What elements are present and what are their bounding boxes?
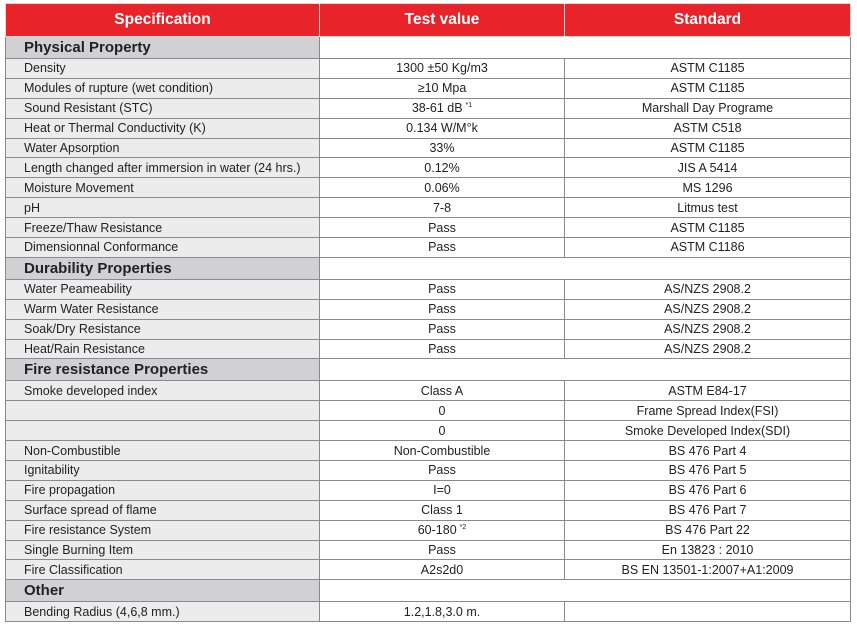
standard-cell: Marshall Day Programe	[565, 98, 851, 118]
table-row	[6, 520, 851, 540]
table-row	[6, 98, 851, 118]
test-value-cell	[320, 319, 565, 339]
test-value-text: Pass	[428, 220, 456, 235]
test-value-cell	[320, 158, 565, 178]
standard-cell: Frame Spread Index(FSI)	[565, 401, 851, 421]
standard-cell: BS 476 Part 6	[565, 480, 851, 500]
test-value-cell	[320, 339, 565, 359]
test-value-cell	[320, 138, 565, 158]
spec-label-cell: Heat/Rain Resistance	[6, 339, 320, 359]
test-value-cell	[320, 118, 565, 138]
spec-label-cell: Dimensionnal Conformance	[6, 238, 320, 258]
standard-cell: ASTM C1185	[565, 218, 851, 238]
test-value-cell	[320, 421, 565, 441]
standard-cell: ASTM C1185	[565, 78, 851, 98]
spec-label-cell: Warm Water Resistance	[6, 299, 320, 319]
standard-cell: ASTM C1186	[565, 238, 851, 258]
section-row	[6, 580, 851, 602]
table-row	[6, 540, 851, 560]
standard-cell: En 13823 : 2010	[565, 540, 851, 560]
spec-label-cell: Moisture Movement	[6, 178, 320, 198]
footnote-marker: *1	[465, 102, 473, 110]
spec-label-cell	[6, 401, 320, 421]
test-value-text: 1.2,1.8,3.0 m.	[403, 604, 481, 619]
test-value-cell	[320, 78, 565, 98]
standard-cell: AS/NZS 2908.2	[565, 279, 851, 299]
test-value-cell	[320, 299, 565, 319]
spec-label-cell: Single Burning Item	[6, 540, 320, 560]
header-standard: Standard	[565, 4, 851, 37]
table-row	[6, 78, 851, 98]
table-row	[6, 441, 851, 461]
section-title: Fire resistance Properties	[6, 359, 320, 381]
test-value-text: 0.12%	[424, 160, 460, 175]
test-value-cell	[320, 98, 565, 118]
spec-label-cell: Length changed after immersion in water (24 hrs.)	[6, 158, 320, 178]
section-blank-cell	[320, 257, 851, 279]
test-value-cell	[320, 238, 565, 258]
standard-cell: BS EN 13501-1:2007+A1:2009	[565, 560, 851, 580]
section-row	[6, 37, 851, 59]
spec-label-cell: Non-Combustible	[6, 441, 320, 461]
table-row	[6, 59, 851, 79]
spec-label-cell: Surface spread of flame	[6, 500, 320, 520]
table-row	[6, 319, 851, 339]
test-value-cell	[320, 218, 565, 238]
test-value-cell	[320, 441, 565, 461]
test-value-cell	[320, 480, 565, 500]
test-value-text: I=0	[433, 483, 451, 498]
standard-cell: Smoke Developed Index(SDI)	[565, 421, 851, 441]
standard-cell: BS 476 Part 5	[565, 461, 851, 481]
table-header-row	[6, 4, 851, 37]
test-value-cell	[320, 461, 565, 481]
section-row	[6, 257, 851, 279]
table-row	[6, 218, 851, 238]
test-value-cell	[320, 401, 565, 421]
spec-label-cell: Sound Resistant (STC)	[6, 98, 320, 118]
section-title: Other	[6, 580, 320, 602]
test-value-cell	[320, 602, 565, 622]
table-row	[6, 238, 851, 258]
spec-label-cell: Soak/Dry Resistance	[6, 319, 320, 339]
table-row	[6, 138, 851, 158]
spec-label-cell: Ignitability	[6, 461, 320, 481]
standard-cell: ASTM C1185	[565, 59, 851, 79]
test-value-text: Pass	[428, 543, 456, 558]
table-row	[6, 198, 851, 218]
standard-cell: ASTM E84-17	[565, 381, 851, 401]
standard-cell	[565, 602, 851, 622]
test-value-text: Pass	[428, 240, 456, 255]
test-value-text: 33%	[429, 141, 455, 155]
test-value-text: Class 1	[421, 503, 463, 518]
test-value-text: 0.06%	[424, 180, 460, 195]
table-row	[6, 279, 851, 299]
spec-label-cell: Heat or Thermal Conductivity (K)	[6, 118, 320, 138]
test-value-text: Pass	[428, 342, 456, 357]
section-blank-cell	[320, 37, 851, 59]
test-value-text: 0	[438, 423, 446, 438]
table-row	[6, 158, 851, 178]
test-value-text: A2s2d0	[420, 562, 464, 577]
test-value-text: Pass	[428, 463, 456, 478]
standard-cell: ASTM C518	[565, 118, 851, 138]
section-title: Durability Properties	[6, 257, 320, 279]
standard-cell: BS 476 Part 4	[565, 441, 851, 461]
test-value-cell	[320, 520, 565, 540]
spec-label-cell	[6, 421, 320, 441]
table-body	[6, 37, 851, 622]
table-row	[6, 118, 851, 138]
test-value-cell	[320, 540, 565, 560]
table-row	[6, 480, 851, 500]
test-value-text: 1300 ±50 Kg/m3	[396, 61, 488, 76]
table-row	[6, 381, 851, 401]
spec-label-cell: Fire Classification	[6, 560, 320, 580]
standard-cell: BS 476 Part 22	[565, 520, 851, 540]
standard-cell: AS/NZS 2908.2	[565, 319, 851, 339]
test-value-text: 60-180	[417, 523, 457, 538]
standard-cell: AS/NZS 2908.2	[565, 299, 851, 319]
header-test-value: Test value	[320, 4, 565, 37]
test-value-cell	[320, 381, 565, 401]
spec-label-cell: pH	[6, 198, 320, 218]
test-value-text: 7-8	[432, 200, 452, 215]
table-row	[6, 602, 851, 622]
standard-cell: AS/NZS 2908.2	[565, 339, 851, 359]
spec-label-cell: Density	[6, 59, 320, 79]
spec-label-cell: Water Apsorption	[6, 138, 320, 158]
test-value-cell	[320, 279, 565, 299]
table-row	[6, 339, 851, 359]
test-value-cell	[320, 178, 565, 198]
table-row	[6, 299, 851, 319]
spec-label-cell: Bending Radius (4,6,8 mm.)	[6, 602, 320, 622]
header-specification: Specification	[6, 4, 320, 37]
test-value-text: 0.134 W/M°k	[406, 121, 478, 136]
spec-label-cell: Smoke developed index	[6, 381, 320, 401]
spec-label-cell: Fire resistance System	[6, 520, 320, 540]
table-row	[6, 401, 851, 421]
section-title: Physical Property	[6, 37, 320, 59]
table-row	[6, 421, 851, 441]
standard-cell: ASTM C1185	[565, 138, 851, 158]
table-row	[6, 500, 851, 520]
test-value-text: Non-Combustible	[393, 443, 491, 458]
spec-label-cell: Modules of rupture (wet condition)	[6, 78, 320, 98]
test-value-cell	[320, 59, 565, 79]
test-value-cell	[320, 198, 565, 218]
test-value-text: 0	[438, 403, 446, 418]
section-blank-cell	[320, 359, 851, 381]
table-row	[6, 461, 851, 481]
standard-cell: BS 476 Part 7	[565, 500, 851, 520]
test-value-cell	[320, 560, 565, 580]
test-value-cell	[320, 500, 565, 520]
section-row	[6, 359, 851, 381]
standard-cell: Litmus test	[565, 198, 851, 218]
standard-cell: JIS A 5414	[565, 158, 851, 178]
specification-table	[5, 3, 851, 622]
footnote-marker: *2	[459, 524, 467, 532]
standard-cell: MS 1296	[565, 178, 851, 198]
test-value-text: Pass	[428, 282, 456, 297]
test-value-text: Pass	[428, 322, 456, 337]
test-value-text: ≥10 Mpa	[417, 81, 467, 96]
spec-label-cell: Freeze/Thaw Resistance	[6, 218, 320, 238]
spec-label-cell: Water Peameability	[6, 279, 320, 299]
test-value-text: Class A	[420, 383, 464, 398]
test-value-text: Pass	[428, 302, 456, 317]
section-blank-cell	[320, 580, 851, 602]
spec-label-cell: Fire propagation	[6, 480, 320, 500]
table-row	[6, 560, 851, 580]
table-row	[6, 178, 851, 198]
test-value-text: 38-61 dB	[411, 101, 463, 116]
